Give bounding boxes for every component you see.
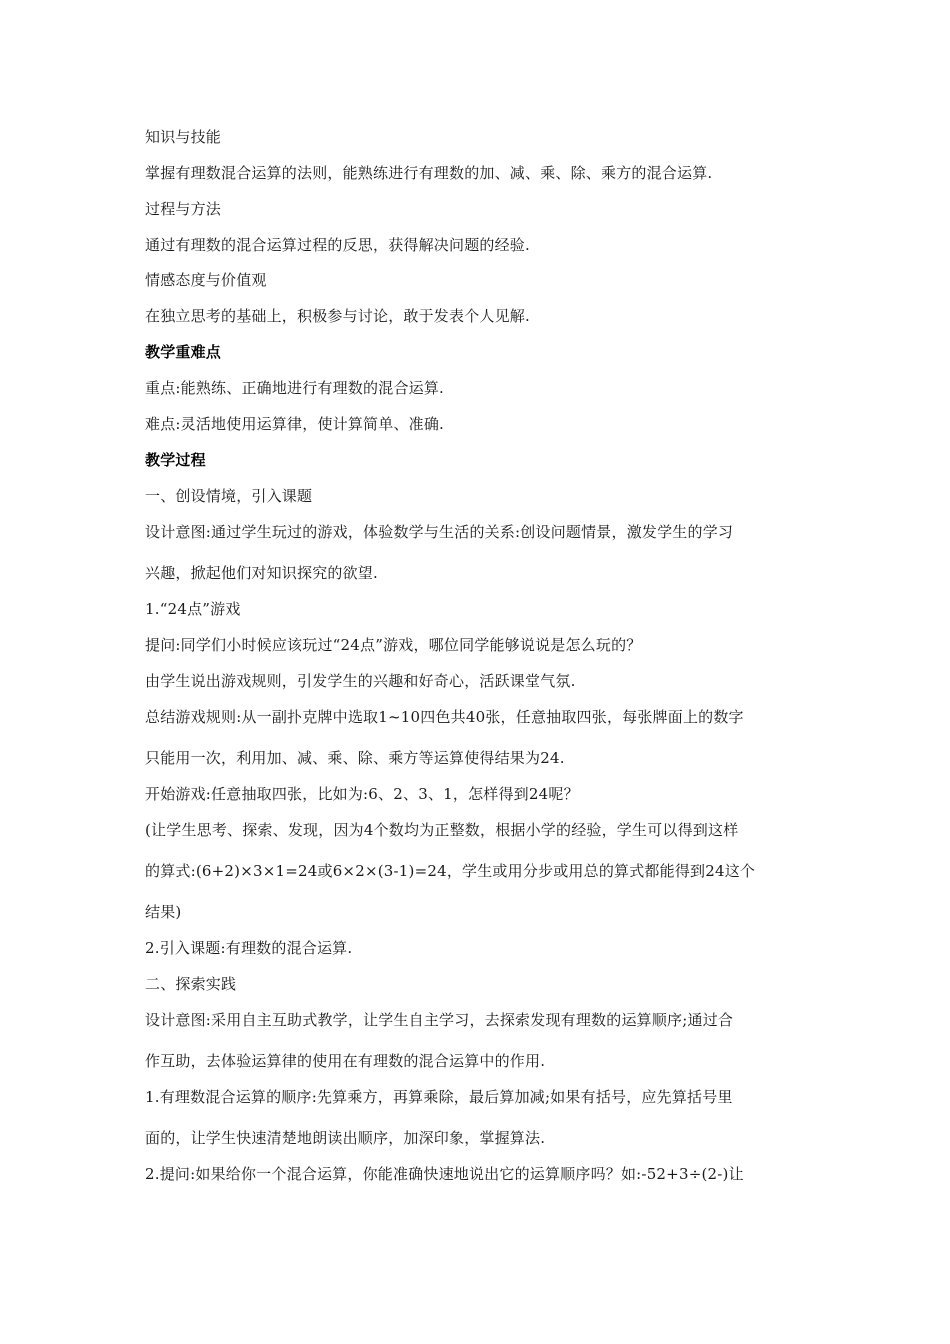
subheading-part-two: 二、探索实践	[145, 975, 237, 993]
paragraph-line: 作互助，去体验运算律的使用在有理数的混合运算中的作用.	[145, 1052, 546, 1070]
section-title-key-difficult-points: 教学重难点	[145, 343, 222, 361]
paragraph-line: 总结游戏规则:从一副扑克牌中选取1~10四色共40张，任意抽取四张，每张牌面上的数字	[145, 708, 744, 726]
paragraph-line: 通过有理数的混合运算过程的反思，获得解决问题的经验.	[145, 236, 530, 254]
paragraph-line: 由学生说出游戏规则，引发学生的兴趣和好奇心，活跃课堂气氛.	[145, 672, 576, 690]
paragraph-line: 设计意图:通过学生玩过的游戏，体验数学与生活的关系:创设问题情景，激发学生的学习	[145, 523, 734, 541]
heading-emotion-values: 情感态度与价值观	[145, 271, 267, 289]
list-item-question: 2.提问:如果给你一个混合运算，你能准确快速地说出它的运算顺序吗？如:-52+3÷(2-)让	[145, 1165, 744, 1183]
paragraph-line: 开始游戏:任意抽取四张，比如为:6、2、3、1，怎样得到24呢？	[145, 785, 579, 803]
paragraph-line: 结果)	[145, 903, 182, 921]
paragraph-line: 在独立思考的基础上，积极参与讨论，敢于发表个人见解.	[145, 307, 530, 325]
paragraph-line: 面的，让学生快速清楚地朗读出顺序，加深印象，掌握算法.	[145, 1129, 546, 1147]
subheading-part-one: 一、创设情境，引入课题	[145, 487, 313, 505]
heading-process-method: 过程与方法	[145, 200, 222, 218]
paragraph-line: 掌握有理数混合运算的法则，能熟练进行有理数的加、减、乘、除、乘方的混合运算.	[145, 164, 713, 182]
paragraph-line: 难点:灵活地使用运算律，使计算简单、准确.	[145, 415, 445, 433]
paragraph-line: 提问:同学们小时候应该玩过“24点”游戏，哪位同学能够说说是怎么玩的？	[145, 636, 642, 654]
paragraph-line: (让学生思考、探索、发现，因为4个数均为正整数，根据小学的经验，学生可以得到这样	[145, 821, 739, 839]
list-item-introduce-topic: 2.引入课题:有理数的混合运算.	[145, 939, 353, 957]
paragraph-line: 重点:能熟练、正确地进行有理数的混合运算.	[145, 379, 445, 397]
paragraph-line: 兴趣，掀起他们对知识探究的欲望.	[145, 564, 378, 582]
paragraph-line: 设计意图:采用自主互助式教学，让学生自主学习，去探索发现有理数的运算顺序;通过合	[145, 1011, 734, 1029]
heading-knowledge-skills: 知识与技能	[145, 128, 222, 146]
paragraph-line: 的算式:(6+2)×3×1=24或6×2×(3-1)=24，学生或用分步或用总的算式都能得到24这个	[145, 862, 756, 880]
section-title-teaching-process: 教学过程	[145, 451, 206, 469]
list-item-operation-order: 1.有理数混合运算的顺序:先算乘方，再算乘除，最后算加减;如果有括号，应先算括号里	[145, 1088, 733, 1106]
list-item-24-game: 1.“24点”游戏	[145, 600, 241, 618]
paragraph-line: 只能用一次，利用加、减、乘、除、乘方等运算使得结果为24.	[145, 749, 565, 767]
